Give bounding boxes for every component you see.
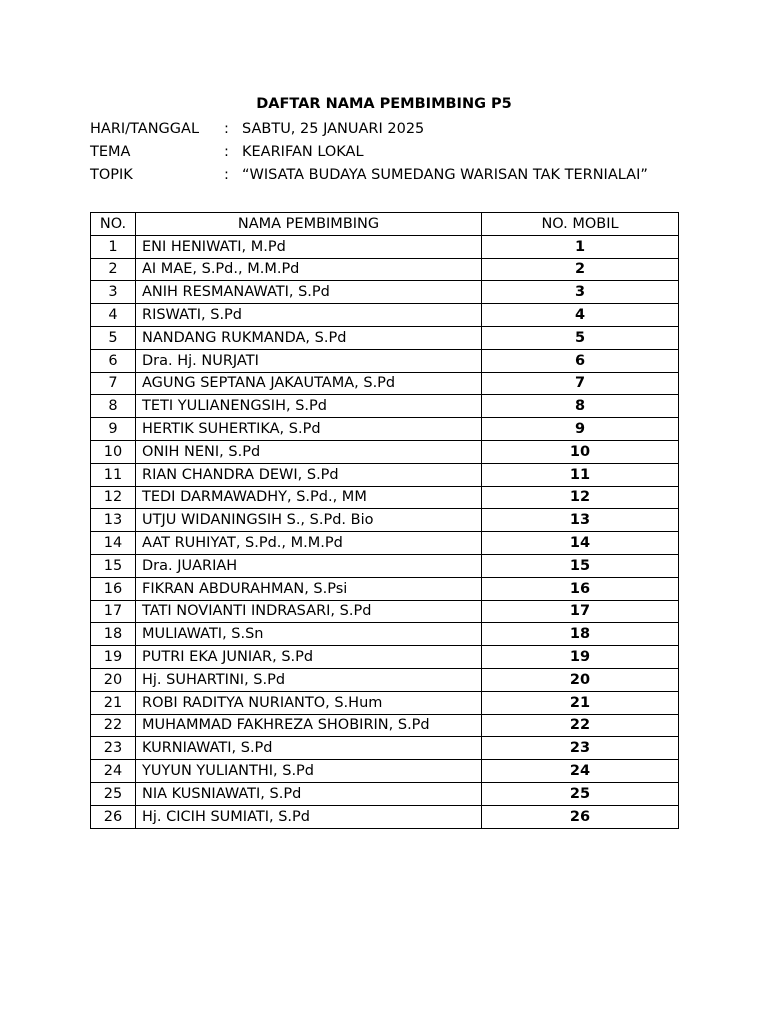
car-number: 13 (482, 509, 679, 532)
car-number: 20 (482, 668, 679, 691)
mentor-name: RISWATI, S.Pd (136, 304, 482, 327)
row-no: 12 (91, 486, 136, 509)
table-header-row (91, 213, 679, 236)
mentor-name: UTJU WIDANINGSIH S., S.Pd. Bio (136, 509, 482, 532)
car-number: 15 (482, 554, 679, 577)
car-number: 23 (482, 737, 679, 760)
row-no: 3 (91, 281, 136, 304)
row-no: 19 (91, 646, 136, 669)
table-row (91, 304, 679, 327)
table-row (91, 281, 679, 304)
meta-label: HARI/TANGGAL (90, 121, 200, 137)
row-no: 7 (91, 372, 136, 395)
mentor-name: AGUNG SEPTANA JAKAUTAMA, S.Pd (136, 372, 482, 395)
car-number: 18 (482, 623, 679, 646)
header-no: NO. (91, 213, 136, 236)
mentor-name: NANDANG RUKMANDA, S.Pd (136, 326, 482, 349)
car-number: 11 (482, 463, 679, 486)
table-row (91, 600, 679, 623)
mentor-name: YUYUN YULIANTHI, S.Pd (136, 760, 482, 783)
row-no: 17 (91, 600, 136, 623)
table-row (91, 760, 679, 783)
table-row (91, 577, 679, 600)
header-car-number: NO. MOBIL (482, 213, 679, 236)
meta-colon: : (224, 144, 229, 160)
car-number: 1 (482, 235, 679, 258)
table-row (91, 737, 679, 760)
table-row (91, 509, 679, 532)
car-number: 17 (482, 600, 679, 623)
meta-label: TEMA (90, 144, 131, 160)
row-no: 14 (91, 532, 136, 555)
table-row (91, 235, 679, 258)
meta-label: TOPIK (90, 167, 133, 183)
mentor-name: AI MAE, S.Pd., M.M.Pd (136, 258, 482, 281)
table-row (91, 532, 679, 555)
mentor-name: TETI YULIANENGSIH, S.Pd (136, 395, 482, 418)
table-row (91, 805, 679, 828)
meta-colon: : (224, 167, 229, 183)
row-no: 2 (91, 258, 136, 281)
mentor-name: Dra. Hj. NURJATI (136, 349, 482, 372)
mentor-name: Hj. SUHARTINI, S.Pd (136, 668, 482, 691)
table-row (91, 418, 679, 441)
car-number: 22 (482, 714, 679, 737)
car-number: 26 (482, 805, 679, 828)
car-number: 9 (482, 418, 679, 441)
row-no: 20 (91, 668, 136, 691)
car-number: 21 (482, 691, 679, 714)
mentor-name: ANIH RESMANAWATI, S.Pd (136, 281, 482, 304)
row-no: 16 (91, 577, 136, 600)
mentor-name: TEDI DARMAWADHY, S.Pd., MM (136, 486, 482, 509)
table-row (91, 486, 679, 509)
row-no: 23 (91, 737, 136, 760)
table-row (91, 554, 679, 577)
car-number: 5 (482, 326, 679, 349)
header-mentor-name: NAMA PEMBIMBING (136, 213, 482, 236)
mentor-name: AAT RUHIYAT, S.Pd., M.M.Pd (136, 532, 482, 555)
car-number: 2 (482, 258, 679, 281)
mentor-name: NIA KUSNIAWATI, S.Pd (136, 782, 482, 805)
meta-value: SABTU, 25 JANUARI 2025 (242, 121, 425, 137)
row-no: 4 (91, 304, 136, 327)
car-number: 24 (482, 760, 679, 783)
mentor-name: PUTRI EKA JUNIAR, S.Pd (136, 646, 482, 669)
car-number: 7 (482, 372, 679, 395)
row-no: 18 (91, 623, 136, 646)
mentor-name: KURNIAWATI, S.Pd (136, 737, 482, 760)
row-no: 13 (91, 509, 136, 532)
document-title: DAFTAR NAMA PEMBIMBING P5 (256, 96, 512, 112)
car-number: 6 (482, 349, 679, 372)
mentor-name: ENI HENIWATI, M.Pd (136, 235, 482, 258)
row-no: 25 (91, 782, 136, 805)
car-number: 19 (482, 646, 679, 669)
mentor-name: FIKRAN ABDURAHMAN, S.Psi (136, 577, 482, 600)
table-row (91, 372, 679, 395)
car-number: 8 (482, 395, 679, 418)
row-no: 5 (91, 326, 136, 349)
table-row (91, 395, 679, 418)
table-row (91, 463, 679, 486)
row-no: 26 (91, 805, 136, 828)
mentor-table (90, 212, 679, 829)
mentor-name: MUHAMMAD FAKHREZA SHOBIRIN, S.Pd (136, 714, 482, 737)
table-row (91, 782, 679, 805)
table-row (91, 691, 679, 714)
table-row (91, 326, 679, 349)
table-row (91, 349, 679, 372)
row-no: 24 (91, 760, 136, 783)
row-no: 1 (91, 235, 136, 258)
row-no: 9 (91, 418, 136, 441)
mentor-name: Hj. CICIH SUMIATI, S.Pd (136, 805, 482, 828)
mentor-name: RIAN CHANDRA DEWI, S.Pd (136, 463, 482, 486)
row-no: 8 (91, 395, 136, 418)
car-number: 14 (482, 532, 679, 555)
table-row (91, 258, 679, 281)
mentor-name: ONIH NENI, S.Pd (136, 440, 482, 463)
table-row (91, 668, 679, 691)
row-no: 15 (91, 554, 136, 577)
row-no: 10 (91, 440, 136, 463)
table-row (91, 714, 679, 737)
mentor-name: HERTIK SUHERTIKA, S.Pd (136, 418, 482, 441)
row-no: 22 (91, 714, 136, 737)
meta-value: “WISATA BUDAYA SUMEDANG WARISAN TAK TERNIALAI” (242, 167, 648, 183)
car-number: 16 (482, 577, 679, 600)
table-row (91, 646, 679, 669)
mentor-name: ROBI RADITYA NURIANTO, S.Hum (136, 691, 482, 714)
car-number: 12 (482, 486, 679, 509)
row-no: 11 (91, 463, 136, 486)
car-number: 3 (482, 281, 679, 304)
row-no: 21 (91, 691, 136, 714)
table-row (91, 440, 679, 463)
meta-value: KEARIFAN LOKAL (242, 144, 364, 160)
mentor-name: MULIAWATI, S.Sn (136, 623, 482, 646)
table-row (91, 623, 679, 646)
row-no: 6 (91, 349, 136, 372)
car-number: 4 (482, 304, 679, 327)
car-number: 25 (482, 782, 679, 805)
meta-colon: : (224, 121, 229, 137)
mentor-name: Dra. JUARIAH (136, 554, 482, 577)
car-number: 10 (482, 440, 679, 463)
mentor-name: TATI NOVIANTI INDRASARI, S.Pd (136, 600, 482, 623)
